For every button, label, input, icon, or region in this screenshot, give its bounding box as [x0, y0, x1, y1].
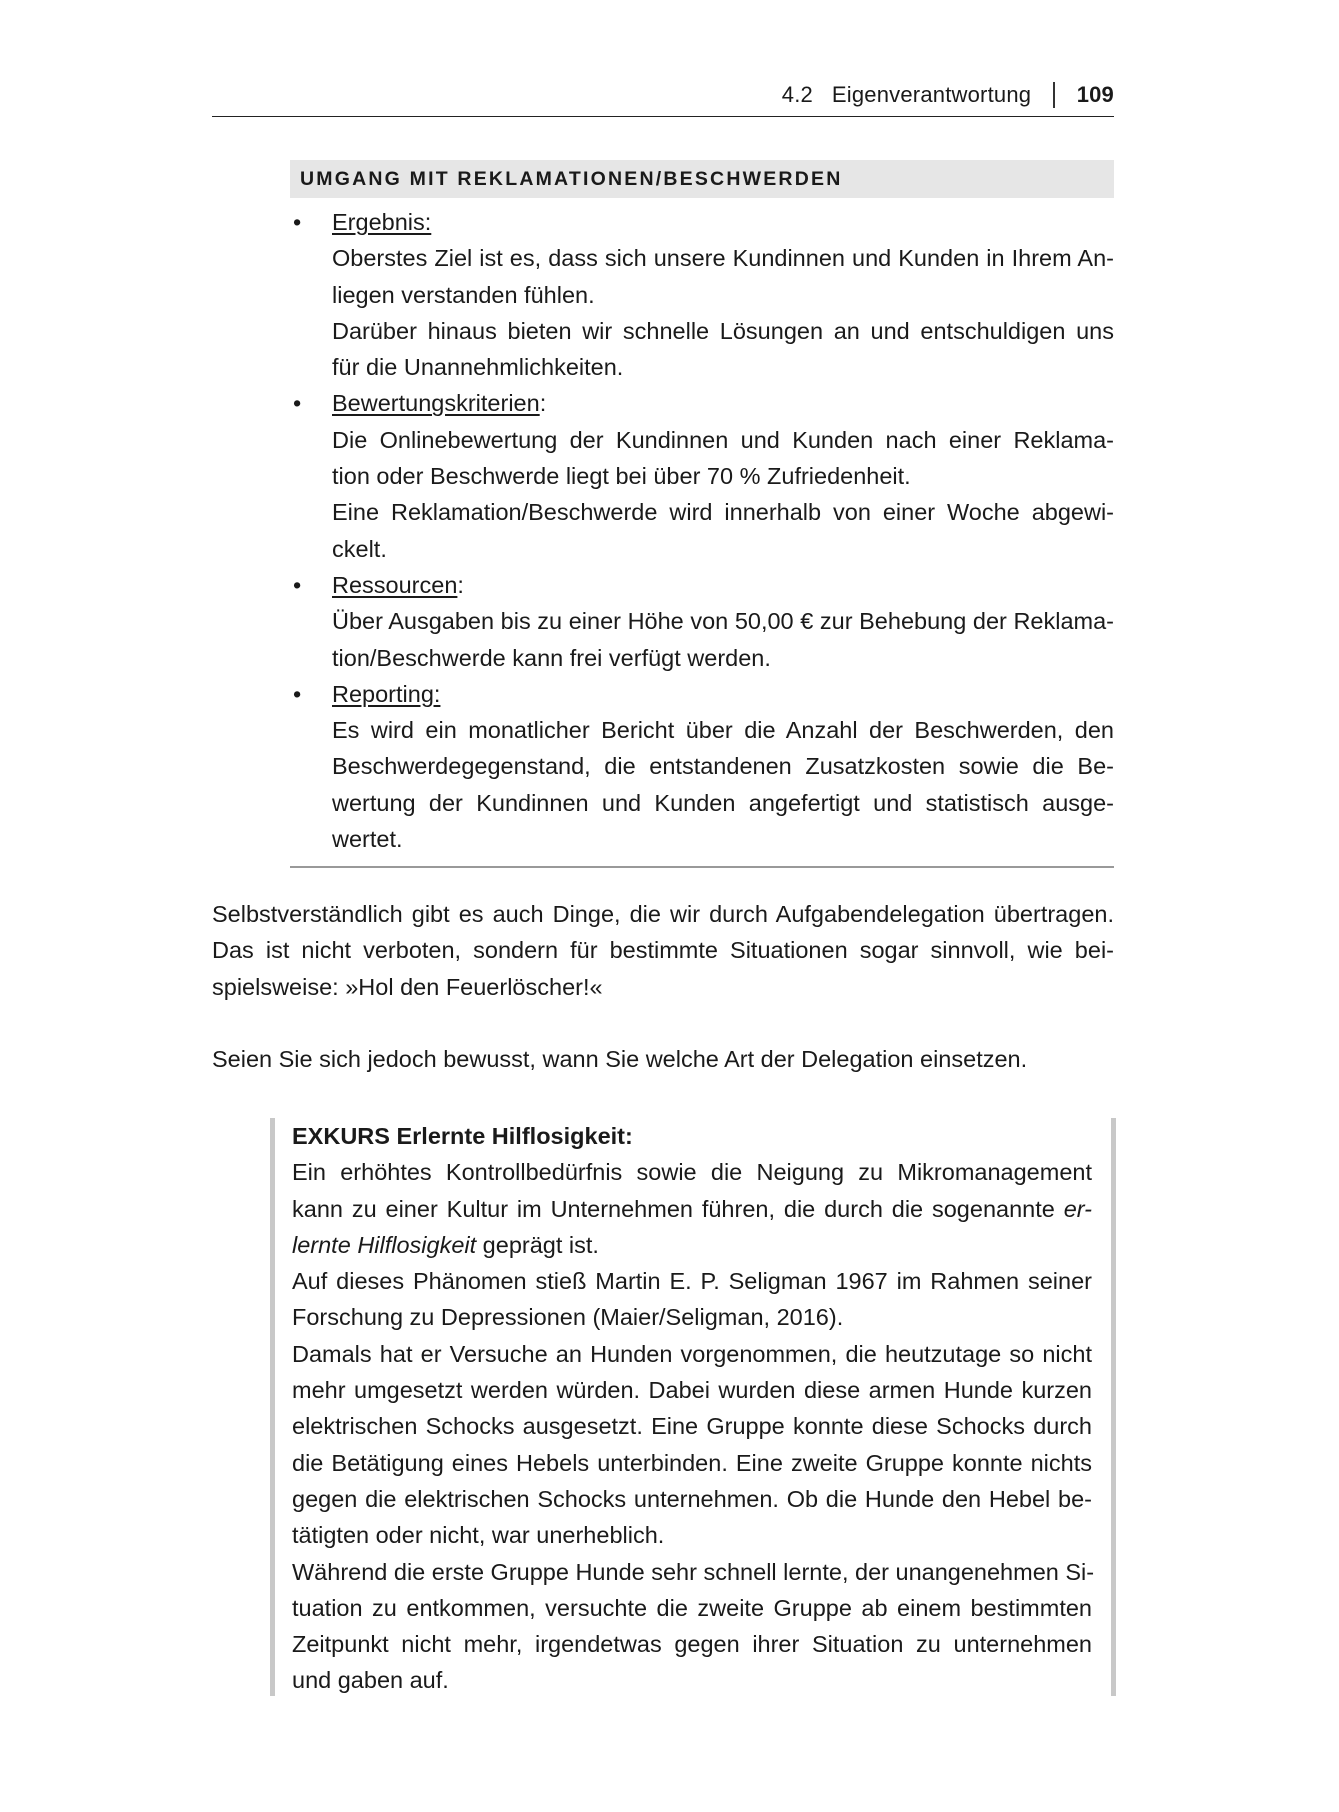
excurs-line: gegen die elektrischen Schocks unternehmen. Ob die Hunde den Hebel be-	[292, 1485, 1092, 1512]
excurs-line: Ein erhöhtes Kontrollbedürfnis sowie die Neigung zu Mikromanagement	[292, 1159, 1092, 1186]
item-label: Ressourcen	[332, 571, 458, 598]
item-line: Darüber hinaus bieten wir schnelle Lösungen an und entschuldigen uns	[332, 317, 1114, 344]
list-item: • Ressourcen: Über Ausgaben bis zu einer Höhe von 50,00 € zur Behebung der Reklama- tion/Beschwerde kann frei verfügt werden.	[290, 567, 1114, 676]
bullet-icon: •	[293, 390, 302, 417]
excurs-line: die Betätigung eines Hebels unterbinden. Eine zweite Gruppe konnte nichts	[292, 1449, 1092, 1476]
item-line: wertet.	[332, 826, 403, 853]
excurs-box	[270, 1118, 1116, 1696]
paragraph-line: Das ist nicht verboten, sondern für bestimmte Situationen sogar sinnvoll, wie bei-	[212, 937, 1114, 964]
item-line: liegen verstanden fühlen.	[332, 281, 595, 308]
excurs-line: Damals hat er Versuche an Hunden vorgenommen, die heutzutage so nicht	[292, 1340, 1092, 1367]
paragraph-line: Selbstverständlich gibt es auch Dinge, die wir durch Aufgabendelegation übertragen.	[212, 901, 1114, 927]
excurs-left-bar	[270, 1118, 275, 1696]
bullet-list	[290, 204, 1114, 857]
paragraph-line: spielsweise: »Hol den Feuerlöscher!«	[212, 973, 603, 1000]
item-line: tion/Beschwerde kann frei verfügt werden.	[332, 644, 771, 671]
item-line: Es wird ein monatlicher Bericht über die Anzahl der Beschwerden, den	[332, 717, 1114, 744]
excurs-line: Zeitpunkt nicht mehr, irgendetwas gegen ihrer Situation zu unternehmen	[292, 1631, 1092, 1658]
excurs-line: mehr umgesetzt werden würden. Dabei wurden diese armen Hunde kurzen	[292, 1377, 1092, 1404]
bullet-icon: •	[293, 209, 302, 235]
paragraph	[212, 1041, 1114, 1077]
excurs-line: kann zu einer Kultur im Unternehmen führen, die durch die sogenannte er-	[292, 1195, 1092, 1222]
item-line: ckelt.	[332, 535, 387, 562]
item-line: wertung der Kundinnen und Kunden angefertigt und statistisch ausge-	[332, 789, 1114, 816]
box-divider	[290, 866, 1114, 868]
excurs-content	[292, 1118, 1095, 1699]
paragraph-line: Seien Sie sich jedoch bewusst, wann Sie welche Art der Delegation einsetzen.	[212, 1046, 1028, 1072]
item-label: Ergebnis:	[332, 209, 432, 235]
list-item: • Bewertungskriterien: Die Onlinebewertung der Kundinnen und Kunden nach einer Reklama- tion oder Beschwerde liegt bei über 70 % Zufriedenheit. Eine Reklamation/Beschwerde wird innerhalb von einer Woche abgewi- ckelt.	[290, 385, 1114, 566]
running-head	[212, 76, 1114, 117]
item-line: Eine Reklamation/Beschwerde wird innerhalb von einer Woche abgewi-	[332, 499, 1114, 526]
excurs-line: Während die erste Gruppe Hunde sehr schnell lernte, der unangenehmen Si-	[292, 1558, 1095, 1585]
section-number: 4.2	[781, 82, 813, 107]
excurs-line: tuation zu entkommen, versuchte die zweite Gruppe ab einem bestimmten	[292, 1594, 1092, 1621]
box-heading: UMGANG MIT REKLAMATIONEN/BESCHWERDEN	[290, 160, 1114, 198]
page-number: 109	[1076, 82, 1114, 107]
header-separator	[1053, 82, 1055, 108]
excurs-right-bar	[1111, 1118, 1116, 1696]
excurs-title: EXKURS Erlernte Hilflosigkeit:	[292, 1123, 633, 1149]
list-item	[290, 676, 1114, 857]
item-line: Die Onlinebewertung der Kundinnen und Kunden nach einer Reklama-	[332, 426, 1114, 453]
chapter-title: Eigenverantwortung	[831, 82, 1032, 107]
excurs-line: elektrischen Schocks ausgesetzt. Eine Gruppe konnte diese Schocks durch	[292, 1413, 1092, 1440]
item-line: Über Ausgaben bis zu einer Höhe von 50,00 € zur Behebung der Reklama-	[332, 608, 1114, 635]
bullet-icon: •	[293, 571, 302, 598]
paragraph	[212, 896, 1114, 1005]
item-line: Beschwerdegegenstand, die entstandenen Zusatzkosten sowie die Be-	[332, 753, 1114, 780]
excurs-line: tätigten oder nicht, war unerheblich.	[292, 1522, 665, 1549]
excurs-line: lernte Hilflosigkeit geprägt ist.	[292, 1231, 599, 1258]
item-line: Oberstes Ziel ist es, dass sich unsere Kundinnen und Kunden in Ihrem An-	[332, 245, 1114, 272]
item-line: tion oder Beschwerde liegt bei über 70 % Zufriedenheit.	[332, 463, 911, 490]
item-line: für die Unannehmlichkeiten.	[332, 354, 624, 381]
excurs-line: Auf dieses Phänomen stieß Martin E. P. Seligman 1967 im Rahmen seiner	[292, 1268, 1092, 1295]
item-label: Reporting:	[332, 680, 441, 707]
bullet-icon: •	[293, 680, 302, 707]
excurs-line: und gaben auf.	[292, 1667, 449, 1694]
excurs-line: Forschung zu Depressionen (Maier/Seligman, 2016).	[292, 1304, 844, 1331]
item-label: Bewertungskriterien	[332, 390, 540, 417]
list-item	[290, 204, 1114, 385]
